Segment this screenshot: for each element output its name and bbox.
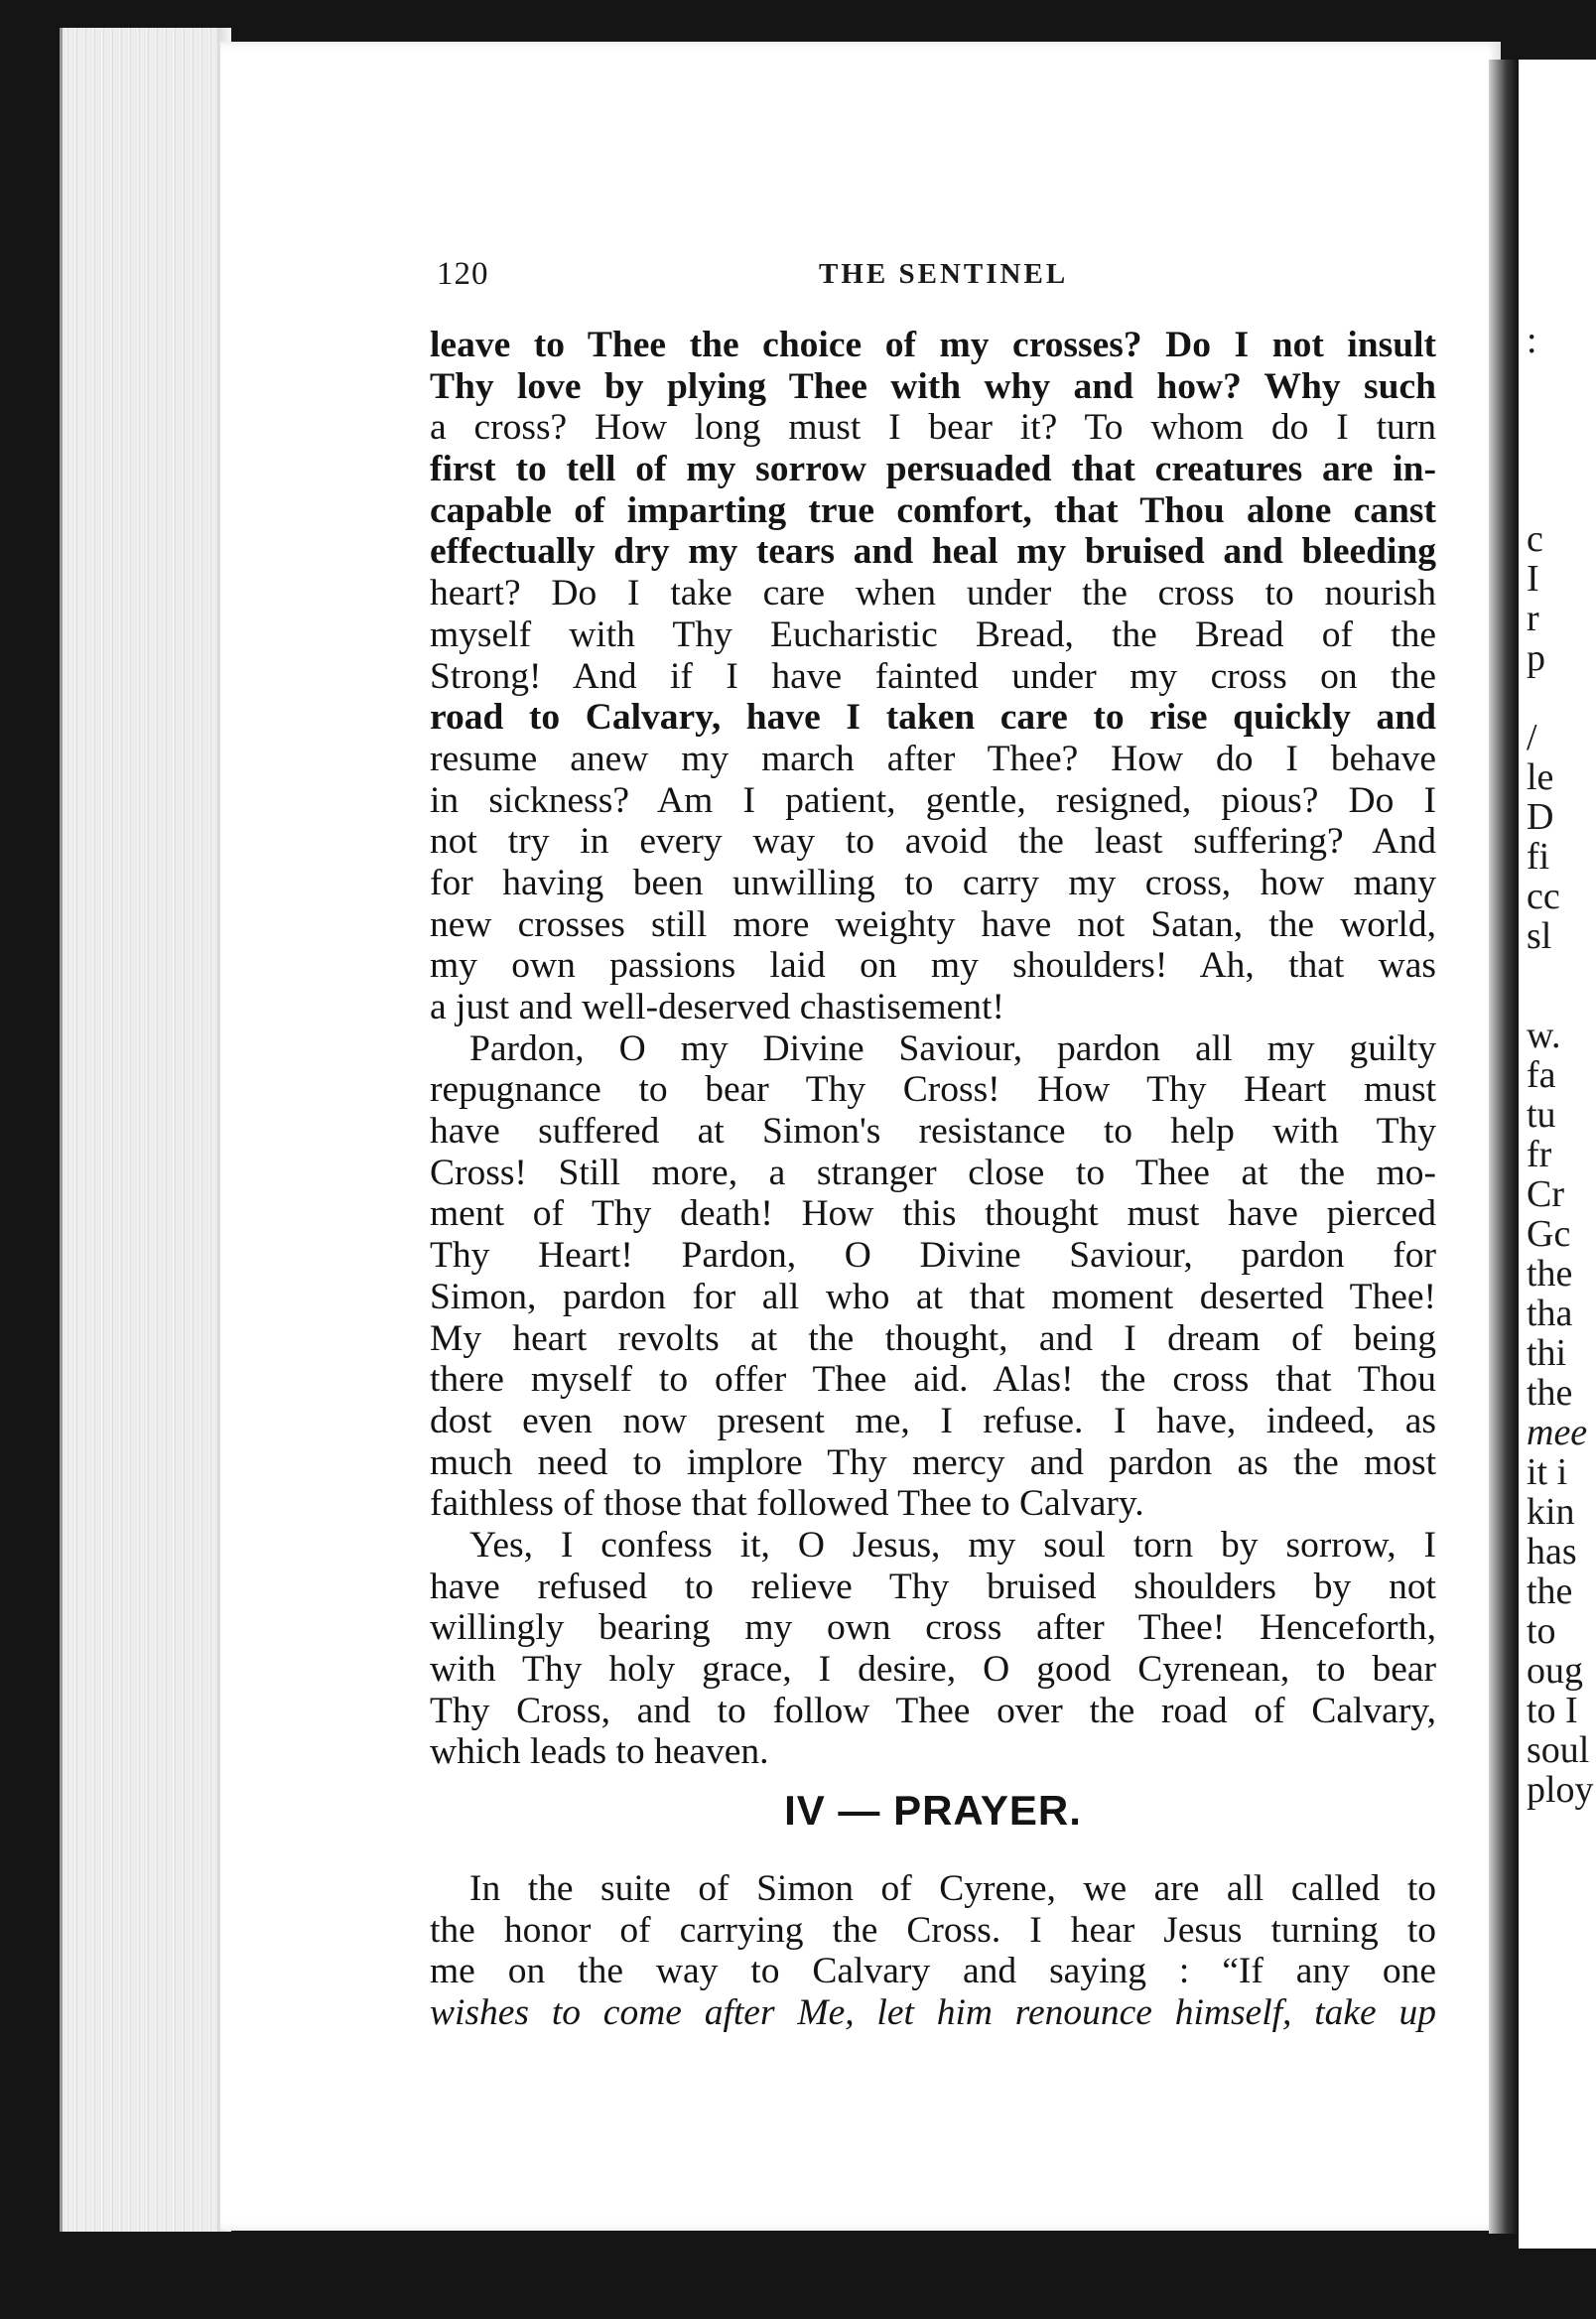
facing-page-fragment: thi <box>1527 1332 1567 1374</box>
facing-page-fragment: ploy <box>1527 1769 1594 1811</box>
text-line: wishes to come after Me, let him renounce himself, take up <box>430 1992 1436 2034</box>
text-line: not try in every way to avoid the least suffering? And <box>430 821 1436 863</box>
text-line: My heart revolts at the thought, and I dream of being <box>430 1317 1436 1359</box>
text-line: have suffered at Simon's resistance to help with Thy <box>430 1111 1436 1153</box>
facing-page <box>1519 60 1596 2249</box>
facing-page-fragment: kin <box>1527 1491 1575 1533</box>
book-gutter <box>1489 60 1519 2234</box>
facing-page-fragment: p <box>1527 637 1545 679</box>
text-line: new crosses still more weighty have not Satan, the world, <box>430 903 1436 945</box>
facing-page-fragment: the <box>1527 1253 1573 1295</box>
text-line: for having been unwilling to carry my cross, how many <box>430 862 1436 903</box>
text-line: Thy love by plying Thee with why and how? Why such <box>430 365 1436 407</box>
text-line: faithless of those that followed Thee to Calvary. <box>430 1483 1144 1525</box>
page-number: 120 <box>437 256 489 292</box>
text-line: in sickness? Am I patient, gentle, resigned, pious? Do I <box>430 779 1436 821</box>
facing-page-fragment: the <box>1527 1372 1573 1414</box>
text-line: heart? Do I take care when under the cross to nourish <box>430 573 1436 614</box>
facing-page-fragment: has <box>1527 1531 1577 1572</box>
page-edges-stack <box>60 28 231 2232</box>
facing-page-fragment: : <box>1527 320 1537 361</box>
text-line: Pardon, O my Divine Saviour, pardon all my guilty <box>469 1027 1436 1069</box>
paragraph <box>430 325 1436 1028</box>
facing-page-fragment: soul <box>1527 1729 1590 1771</box>
running-title: THE SENTINEL <box>819 258 1069 290</box>
text-line: Thy Cross, and to follow Thee over the road of Calvary, <box>430 1690 1436 1731</box>
facing-page-fragment: I <box>1527 558 1539 600</box>
facing-page-fragment: cc <box>1527 876 1560 917</box>
facing-page-fragment: fi <box>1527 836 1550 878</box>
text-line: Simon, pardon for all who at that moment deserted Thee! <box>430 1276 1436 1317</box>
facing-page-fragment: D <box>1527 796 1554 838</box>
text-line: In the suite of Simon of Cyrene, we are all called to <box>469 1868 1436 1909</box>
main-text <box>430 325 1436 1773</box>
text-line: resume anew my march after Thee? How do I behave <box>430 738 1436 779</box>
text-line: have refused to relieve Thy bruised shoulders by not <box>430 1566 1436 1607</box>
facing-page-fragment: sl <box>1527 915 1552 957</box>
facing-page-fragment: tha <box>1527 1293 1573 1334</box>
facing-page-fragment: w. <box>1527 1015 1561 1056</box>
text-line: repugnance to bear Thy Cross! How Thy Heart must <box>430 1069 1436 1111</box>
text-line: which leads to heaven. <box>430 1731 769 1773</box>
section-heading: IV — PRAYER. <box>784 1787 1082 1834</box>
text-line: Cross! Still more, a stranger close to Thee at the mo- <box>430 1152 1436 1193</box>
text-line: capable of imparting true comfort, that Thou alone canst <box>430 489 1436 531</box>
text-line: ment of Thy death! How this thought must have pierced <box>430 1193 1436 1235</box>
facing-page-fragment: tu <box>1527 1094 1556 1136</box>
paragraph <box>430 1028 1436 1525</box>
text-line: Thy Heart! Pardon, O Divine Saviour, pardon for <box>430 1235 1436 1277</box>
facing-page-fragment: to <box>1527 1610 1556 1652</box>
text-line: with Thy holy grace, I desire, O good Cyrenean, to bear <box>430 1649 1436 1690</box>
text-line: much need to implore Thy mercy and pardon as the most <box>430 1441 1436 1483</box>
text-line: Strong! And if I have fainted under my cross on the <box>430 655 1436 697</box>
text-line: road to Calvary, have I taken care to rise quickly and <box>430 697 1436 739</box>
prayer-text <box>430 1868 1436 2034</box>
paragraph <box>430 1525 1436 1773</box>
text-line: dost even now present me, I refuse. I have, indeed, as <box>430 1400 1436 1441</box>
text-line: my own passions laid on my shoulders! Ah, that was <box>430 945 1436 987</box>
text-line: Yes, I confess it, O Jesus, my soul torn by sorrow, I <box>469 1524 1436 1566</box>
text-line: myself with Thy Eucharistic Bread, the Bread of the <box>430 614 1436 655</box>
text-line: first to tell of my sorrow persuaded that creatures are in- <box>430 449 1436 490</box>
text-line: the honor of carrying the Cross. I hear Jesus turning to <box>430 1909 1436 1951</box>
text-line: me on the way to Calvary and saying : “If any one <box>430 1951 1436 1992</box>
text-line: willingly bearing my own cross after Thee! Henceforth, <box>430 1607 1436 1649</box>
facing-page-fragment: Gc <box>1527 1213 1571 1255</box>
facing-page-fragment: c <box>1527 518 1543 560</box>
facing-page-fragment: le <box>1527 756 1554 798</box>
facing-page-fragment: r <box>1527 598 1539 639</box>
page-header <box>437 256 1429 296</box>
text-line: a cross? How long must I bear it? To whom do I turn <box>430 407 1436 449</box>
facing-page-fragment: fa <box>1527 1054 1556 1096</box>
facing-page-fragment: / <box>1527 717 1537 758</box>
facing-page-fragment: it i <box>1527 1451 1568 1493</box>
text-line: there myself to offer Thee aid. Alas! the cross that Thou <box>430 1359 1436 1401</box>
text-line: leave to Thee the choice of my crosses? Do I not insult <box>430 325 1436 365</box>
facing-page-fragment: mee <box>1527 1412 1588 1453</box>
facing-page-fragment: to I <box>1527 1690 1578 1731</box>
facing-page-fragment: the <box>1527 1570 1573 1612</box>
facing-page-fragment: oug <box>1527 1650 1583 1692</box>
text-line: effectually dry my tears and heal my bruised and bleeding <box>430 531 1436 573</box>
facing-page-fragment: Cr <box>1527 1173 1564 1215</box>
text-line: a just and well-deserved chastisement! <box>430 987 1004 1027</box>
facing-page-fragment: fr <box>1527 1134 1552 1175</box>
